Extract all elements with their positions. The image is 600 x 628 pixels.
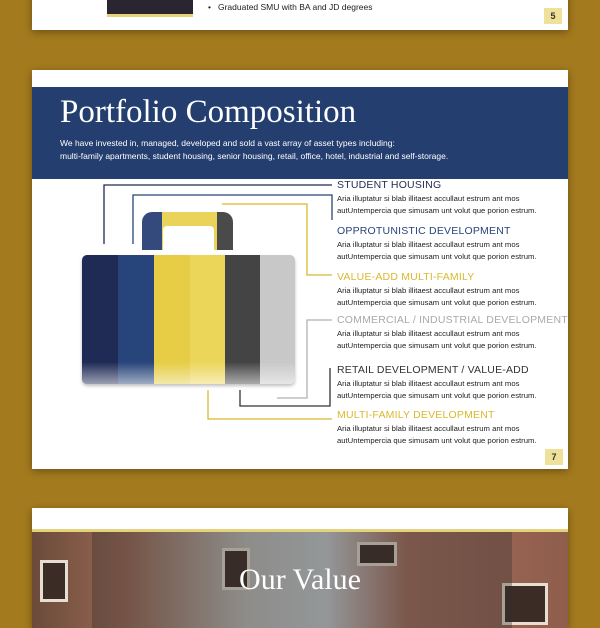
category-label: MULTI-FAMILY DEVELOPMENT	[337, 409, 495, 421]
category-commercial-industrial	[337, 314, 568, 352]
page-number: 5	[544, 8, 562, 24]
category-desc: Aria illuptatur si blab illitaest accullaut estrum ant mos autUntempercia que simusam unt volut que porion estrum.	[337, 240, 537, 261]
category-multifamily-development	[337, 409, 562, 447]
slide-title: Portfolio Composition	[60, 94, 357, 130]
bio-bullet: • Graduated SMU with BA and JD degrees	[208, 2, 372, 12]
connector-multifamily	[208, 390, 332, 419]
briefcase-icon	[82, 255, 295, 384]
category-opportunistic-development	[337, 225, 562, 263]
briefcase-handle	[142, 212, 233, 250]
previous-slide	[32, 0, 568, 30]
category-desc: Aria illuptatur si blab illitaest accullaut estrum ant mos autUntempercia que simusam unt volut que porion estrum.	[337, 329, 537, 350]
category-label: RETAIL DEVELOPMENT / VALUE-ADD	[337, 364, 529, 376]
category-student-housing	[337, 179, 562, 217]
category-desc: Aria illuptatur si blab illitaest accullaut estrum ant mos autUntempercia que simusam unt volut que porion estrum.	[337, 424, 537, 445]
subtitle-line-2: multi-family apartments, student housing, senior housing, retail, office, hotel, industrial and self-storage.	[60, 151, 449, 161]
category-desc: Aria illuptatur si blab illitaest accullaut estrum ant mos autUntempercia que simusam unt volut que porion estrum.	[337, 194, 537, 215]
portfolio-slide	[32, 70, 568, 469]
next-slide	[32, 508, 568, 628]
category-value-add-multifamily	[337, 271, 562, 309]
profile-photo	[107, 0, 193, 17]
category-label: OPPROTUNISTIC DEVELOPMENT	[337, 225, 511, 237]
category-retail-development	[337, 364, 562, 402]
category-label: STUDENT HOUSING	[337, 179, 442, 191]
subtitle-line-1: We have invested in, managed, developed and sold a vast array of asset types including:	[60, 138, 395, 148]
category-label: COMMERCIAL / INDUSTRIAL DEVELOPMENT	[337, 314, 568, 326]
section-title: Our Value	[239, 563, 361, 596]
page-number: 7	[545, 449, 563, 465]
category-desc: Aria illuptatur si blab illitaest accullaut estrum ant mos autUntempercia que simusam unt volut que porion estrum.	[337, 286, 537, 307]
category-label: VALUE-ADD MULTI-FAMILY	[337, 271, 475, 283]
category-desc: Aria illuptatur si blab illitaest accullaut estrum ant mos autUntempercia que simusam unt volut que porion estrum.	[337, 379, 537, 400]
